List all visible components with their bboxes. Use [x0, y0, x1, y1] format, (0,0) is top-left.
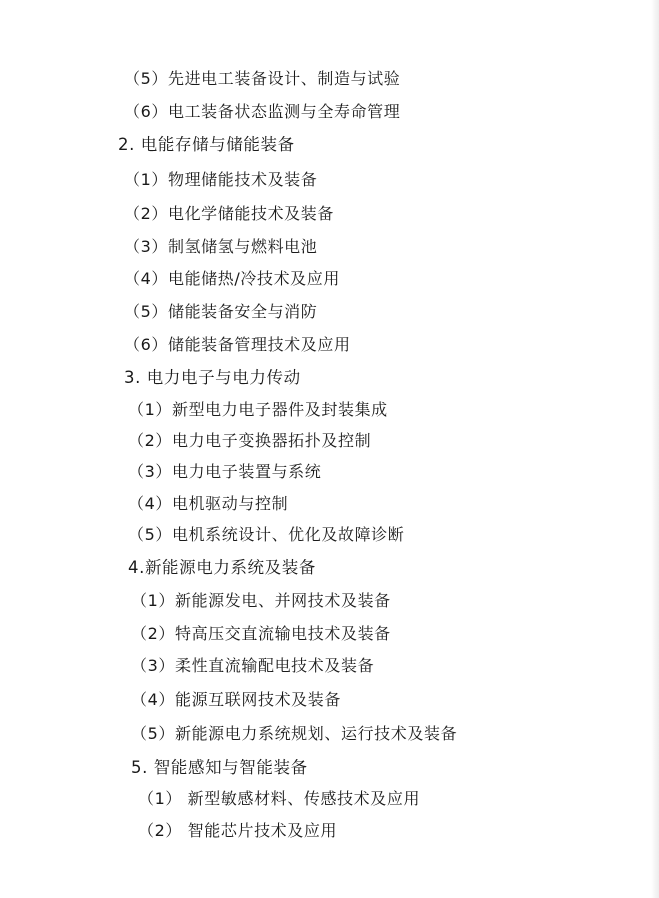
list-item: （2）电力电子变换器拓扑及控制 — [128, 431, 372, 450]
section-heading: 4.新能源电力系统及装备 — [128, 558, 316, 577]
list-item: （1）新型电力电子器件及封装集成 — [128, 400, 388, 419]
list-item: （2）电化学储能技术及装备 — [124, 204, 334, 223]
list-item: （1）物理储能技术及装备 — [124, 170, 318, 189]
list-item: （5）储能装备安全与消防 — [124, 302, 318, 321]
list-item: （3）电力电子装置与系统 — [128, 462, 322, 481]
section-heading: 5. 智能感知与智能装备 — [131, 758, 308, 777]
list-item: （2） 智能芯片技术及应用 — [138, 821, 338, 840]
list-item: （3）柔性直流输配电技术及装备 — [131, 656, 375, 675]
section-heading: 3. 电力电子与电力传动 — [124, 368, 301, 387]
page-edge — [651, 0, 659, 898]
list-item: （5）新能源电力系统规划、运行技术及装备 — [131, 724, 458, 743]
list-item: （4）电机驱动与控制 — [128, 494, 289, 513]
list-item: （6）电工装备状态监测与全寿命管理 — [124, 102, 401, 121]
list-item: （5）先进电工装备设计、制造与试验 — [124, 69, 401, 88]
list-item: （3）制氢储氢与燃料电池 — [124, 237, 318, 256]
list-item: （6）储能装备管理技术及应用 — [124, 335, 351, 354]
section-heading: 2. 电能存储与储能装备 — [118, 135, 295, 154]
list-item: （1）新能源发电、并网技术及装备 — [131, 591, 391, 610]
list-item: （2）特高压交直流输电技术及装备 — [131, 624, 391, 643]
list-item: （1） 新型敏感材料、传感技术及应用 — [138, 789, 421, 808]
list-item: （4）能源互联网技术及装备 — [131, 690, 341, 709]
list-item: （5）电机系统设计、优化及故障诊断 — [128, 525, 405, 544]
list-item: （4）电能储热/冷技术及应用 — [124, 269, 340, 288]
